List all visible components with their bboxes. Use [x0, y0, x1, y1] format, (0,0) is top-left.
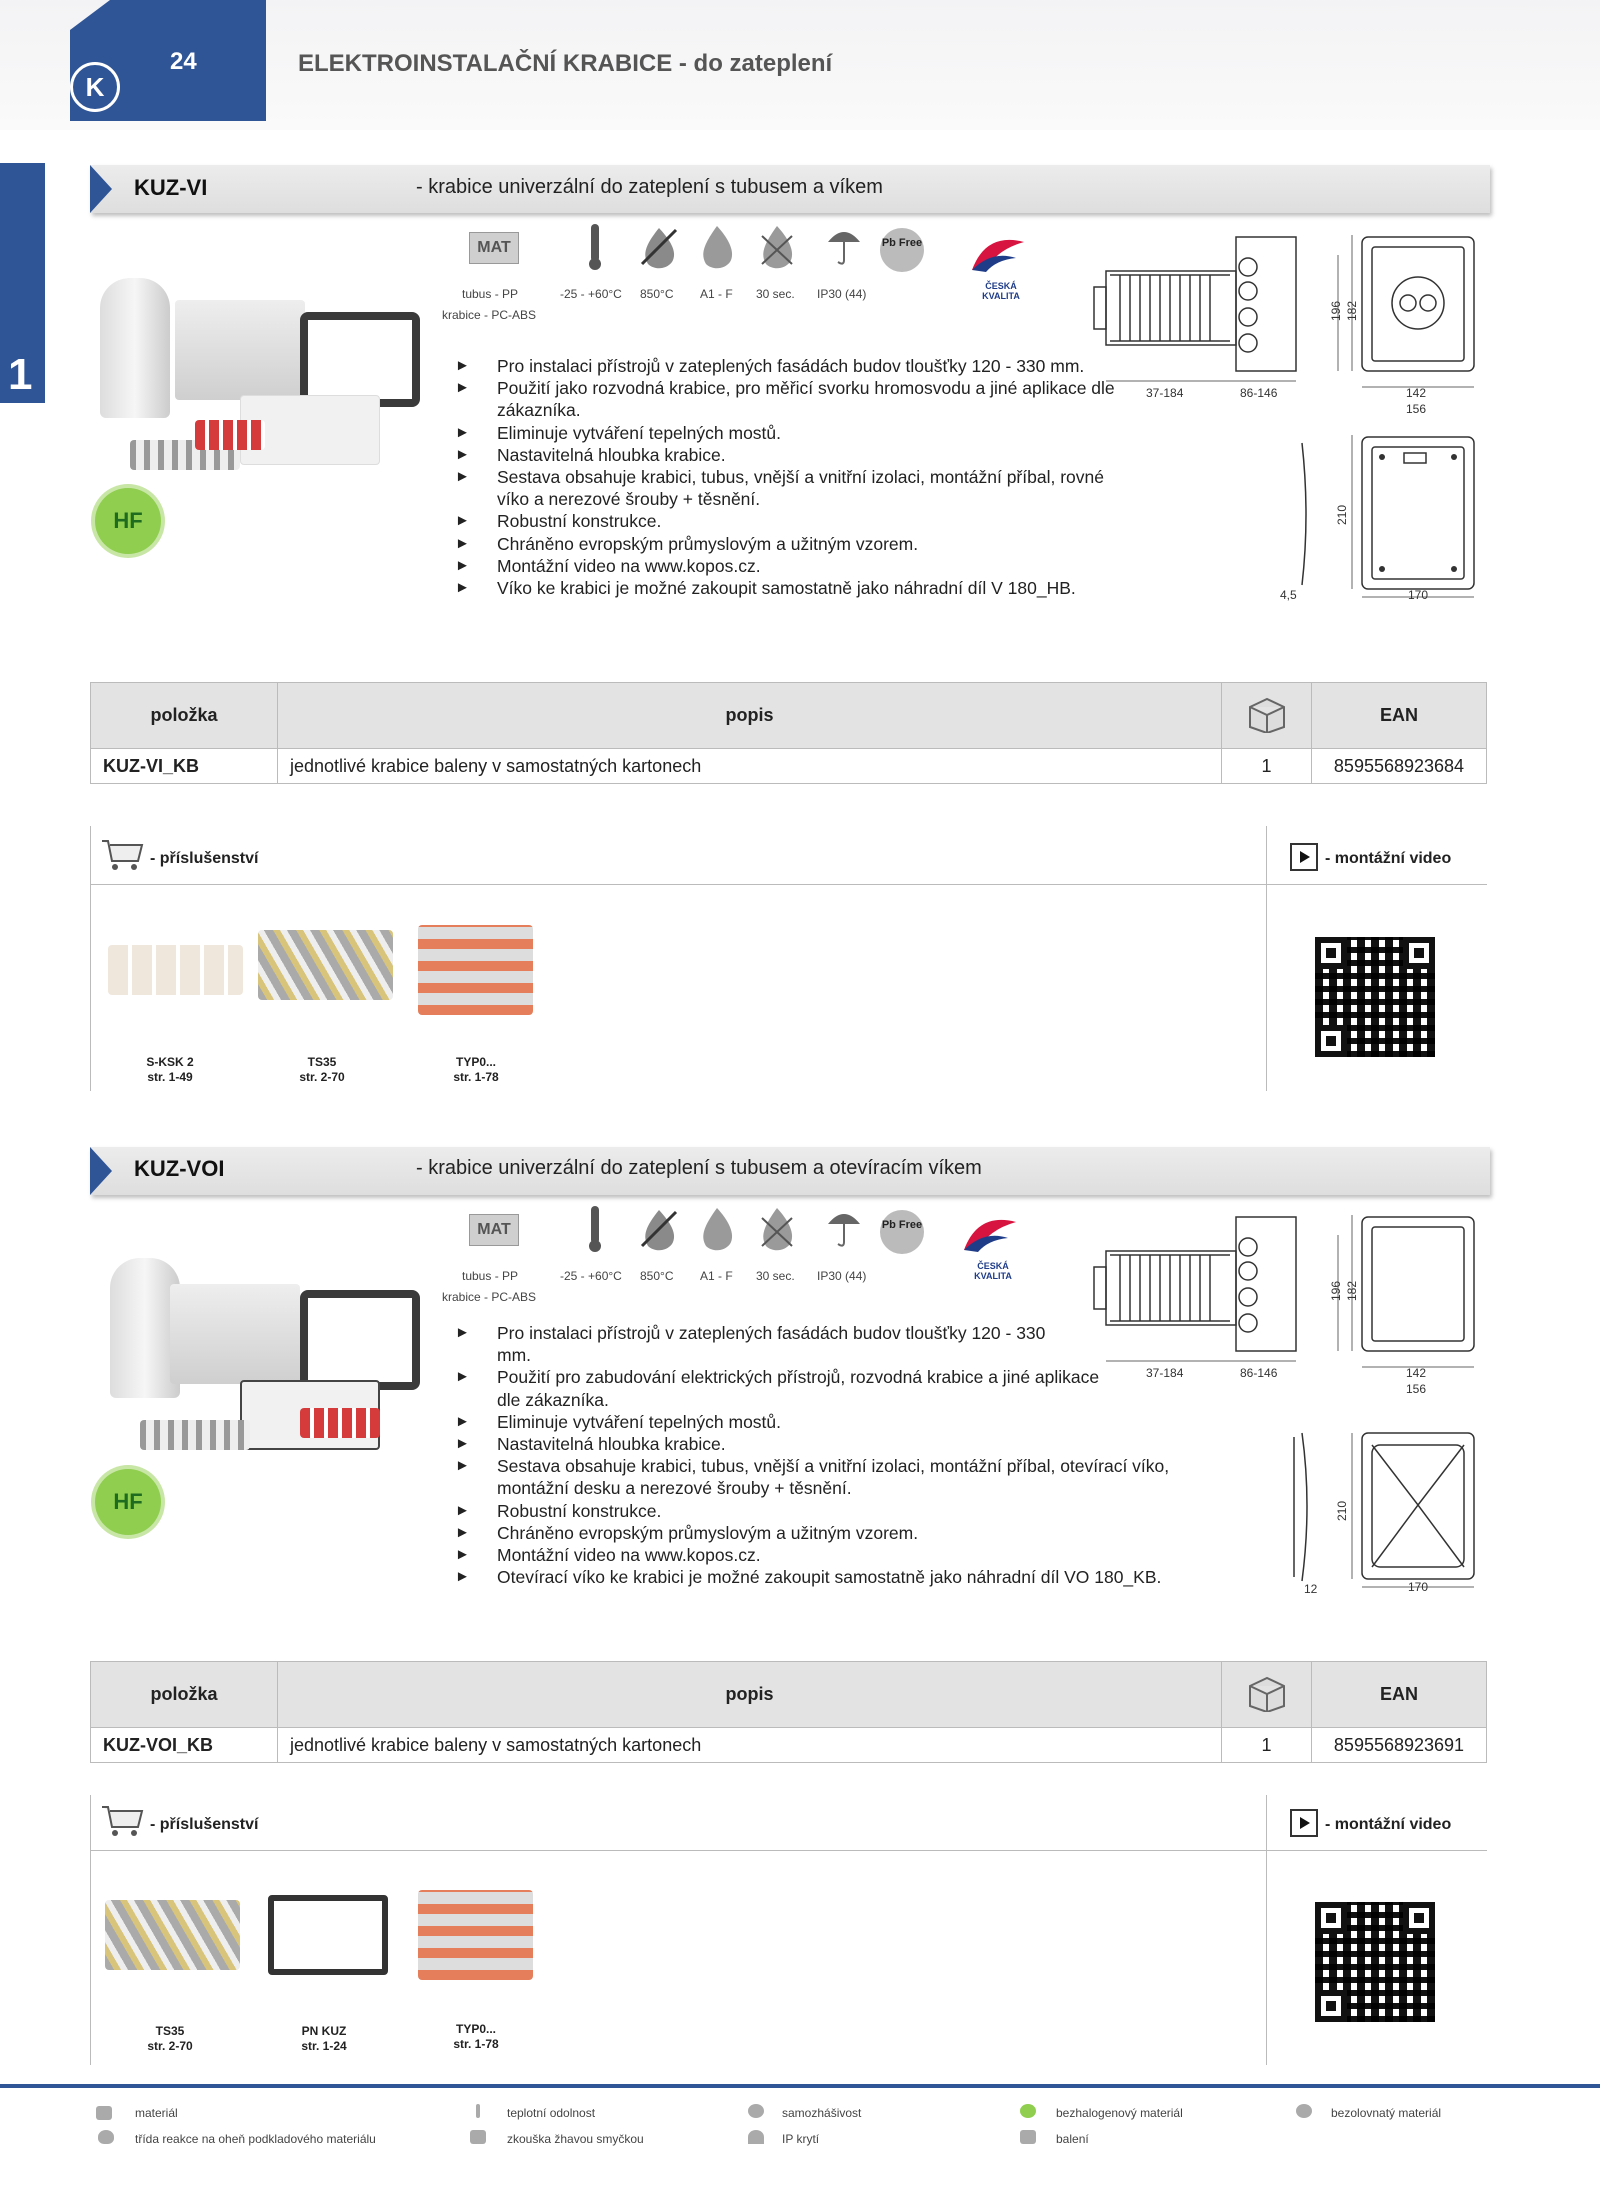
icon-label-temperature: -25 - +60°C	[560, 287, 622, 301]
feature-item: ► Montážní video na www.kopos.cz.	[455, 1544, 1235, 1566]
icon-label-box: krabice - PC-ABS	[442, 308, 537, 322]
accessory-item[interactable]: TYP0... str. 1-78	[453, 1055, 499, 1084]
icon-label-fire-class: A1 - F	[700, 287, 733, 301]
feature-item: ► Montážní video na www.kopos.cz.	[455, 555, 1115, 577]
flame-icon	[694, 1206, 740, 1252]
accessories-label: - příslušenství	[150, 850, 259, 867]
dim-label: 142	[1406, 1366, 1427, 1380]
flame-icon	[98, 2130, 114, 2144]
cell-item: KUZ-VI_KB	[91, 749, 278, 784]
col-ean: EAN	[1312, 683, 1487, 749]
chapter-number: 1	[8, 350, 33, 399]
dim-label: 37-184	[1146, 1366, 1184, 1380]
glow-wire-icon	[636, 224, 682, 270]
mat-icon: MAT	[469, 1214, 519, 1246]
box-package-icon	[1244, 693, 1290, 733]
cell-desc: jednotlivé krabice baleny v samostatných kartonech	[278, 749, 1222, 784]
accessory-image	[108, 945, 243, 995]
feature-item: ► Nastavitelná hloubka krabice.	[455, 444, 1115, 466]
cell-item: KUZ-VOI_KB	[91, 1728, 278, 1763]
cell-desc: jednotlivé krabice baleny v samostatných kartonech	[278, 1728, 1222, 1763]
icon-label-fire-class: A1 - F	[700, 1269, 733, 1283]
feature-item: ► Eliminuje vytváření tepelných mostů.	[455, 1411, 1235, 1433]
cell-qty: 1	[1222, 749, 1312, 784]
self-extinguishing-icon	[754, 224, 800, 270]
halogen-free-icon	[1020, 2104, 1036, 2118]
product-table	[90, 1661, 1487, 1763]
video-qr-code[interactable]	[1315, 1902, 1435, 2022]
pb-free-icon	[1296, 2104, 1312, 2118]
icon-label-tube: tubus - PP	[462, 287, 519, 301]
thermometer-icon	[580, 1204, 610, 1254]
accessory-item[interactable]: S-KSK 2 str. 1-49	[146, 1055, 194, 1084]
feature-item: ► Nastavitelná hloubka krabice.	[455, 1433, 1235, 1455]
pb-free-icon: Pb Free	[880, 1210, 924, 1254]
dim-label: 182	[1345, 300, 1359, 321]
icon-label-ip: IP30 (44)	[817, 1269, 867, 1283]
accessories-label: - příslušenství	[150, 1816, 259, 1833]
czech-quality-logo: ČESKÁ KVALITA	[966, 232, 1036, 296]
col-item: položka	[91, 1662, 278, 1728]
dim-label: 170	[1408, 588, 1429, 602]
dim-label: 12	[1304, 1582, 1318, 1596]
icon-label-self-ext: 30 sec.	[756, 1269, 795, 1283]
dim-label: 156	[1406, 402, 1427, 416]
accessory-image	[268, 1895, 388, 1975]
dim-label: 37-184	[1146, 386, 1184, 400]
divider	[1266, 826, 1267, 1091]
cell-ean: 8595568923691	[1312, 1728, 1487, 1763]
legend-item: zkouška žhavou smyčkou	[507, 2132, 644, 2146]
czech-quality-logo: ČESKÁ KVALITA	[958, 1212, 1028, 1276]
video-label: - montážní video	[1325, 1816, 1452, 1833]
col-package	[1222, 683, 1312, 749]
feature-list	[455, 355, 1115, 599]
feature-item: ► Chráněno evropským průmyslovým a užitným vzorem.	[455, 1522, 1235, 1544]
technical-drawing	[1090, 1205, 1490, 1610]
dim-label: 196	[1329, 300, 1343, 321]
cell-qty: 1	[1222, 1728, 1312, 1763]
feature-item: ► Eliminuje vytváření tepelných mostů.	[455, 422, 1115, 444]
product-description: - krabice univerzální do zateplení s tubusem a víkem	[416, 176, 883, 198]
cell-ean: 8595568923684	[1312, 749, 1487, 784]
play-video-icon[interactable]	[1290, 1809, 1318, 1837]
icon-label-tube: tubus - PP	[462, 1269, 519, 1283]
footer-divider	[0, 2084, 1600, 2088]
thermometer-icon	[476, 2104, 480, 2118]
dim-label: 210	[1335, 1500, 1349, 1521]
dim-label: 86-146	[1240, 1366, 1278, 1380]
col-ean: EAN	[1312, 1662, 1487, 1728]
product-code: KUZ-VI	[134, 175, 208, 200]
flame-icon	[694, 224, 740, 270]
divider	[90, 1795, 91, 2065]
accessory-item[interactable]: TS35 str. 2-70	[147, 2024, 193, 2053]
halogen-free-icon: HF	[95, 488, 161, 554]
accessory-image	[418, 925, 533, 1015]
legend-item: třída reakce na oheň podkladového materiálu	[135, 2132, 376, 2146]
legend-item: balení	[1056, 2132, 1089, 2146]
feature-item: ► Použití jako rozvodná krabice, pro měřicí svorku hromosvodu a jiné aplikace dle zákazníka.	[455, 377, 1115, 421]
feature-item: ► Robustní konstrukce.	[455, 510, 1115, 532]
legend-item: samozhášivost	[782, 2106, 862, 2120]
self-extinguishing-icon	[754, 1206, 800, 1252]
self-extinguishing-icon	[748, 2104, 764, 2118]
thermometer-icon	[580, 222, 610, 272]
table-row	[91, 749, 1487, 784]
icon-label-glow-wire: 850°C	[640, 1269, 674, 1283]
accessory-image	[105, 1900, 240, 1970]
halogen-free-icon: HF	[95, 1469, 161, 1535]
box-package-icon	[1020, 2130, 1036, 2144]
dim-label: 4,5	[1280, 588, 1297, 602]
video-qr-code[interactable]	[1315, 937, 1435, 1057]
legend-item: bezolovnatý materiál	[1331, 2106, 1442, 2120]
shopping-cart-icon	[100, 837, 144, 873]
kopos-logo: K	[70, 62, 120, 112]
accessory-item[interactable]: TS35 str. 2-70	[299, 1055, 345, 1084]
mat-icon: MAT	[469, 232, 519, 264]
col-desc: popis	[278, 1662, 1222, 1728]
legend-item: bezhalogenový materiál	[1056, 2106, 1183, 2120]
feature-item: ► Sestava obsahuje krabici, tubus, vnější a vnitřní izolaci, montážní příbal, rovné víko a nerezové šrouby + těsnění.	[455, 466, 1115, 510]
ip-umbrella-icon	[824, 1204, 864, 1250]
divider	[90, 884, 1487, 885]
dim-label: 182	[1345, 1280, 1359, 1301]
ip-umbrella-icon	[748, 2130, 764, 2144]
dim-label: 86-146	[1240, 386, 1278, 400]
icon-label-temperature: -25 - +60°C	[560, 1269, 622, 1283]
dim-label: 196	[1329, 1280, 1343, 1301]
product-code: KUZ-VOI	[134, 1156, 225, 1181]
feature-item: ► Víko ke krabici je možné zakoupit samostatně jako náhradní díl V 180_HB.	[455, 577, 1115, 599]
box-package-icon	[1244, 1672, 1290, 1712]
feature-item: ► Pro instalaci přístrojů v zateplených fasádách budov tloušťky 120 - 330 mm.	[455, 355, 1115, 377]
technical-drawing	[1090, 225, 1490, 620]
accessory-image	[258, 930, 393, 1000]
feature-item: ► Robustní konstrukce.	[455, 1500, 1235, 1522]
accessory-item[interactable]: TYP0... str. 1-78	[453, 2022, 499, 2051]
feature-item: ► Pro instalaci přístrojů v zateplených fasádách budov tloušťky 120 - 330 mm.	[455, 1322, 1075, 1366]
divider	[1266, 1795, 1267, 2065]
product-table	[90, 682, 1487, 784]
video-label: - montážní video	[1325, 850, 1452, 867]
icon-label-ip: IP30 (44)	[817, 287, 867, 301]
legend-item: materiál	[135, 2106, 178, 2120]
icon-label-box: krabice - PC-ABS	[442, 1290, 537, 1304]
page-number: 24	[170, 48, 197, 75]
pb-free-icon: Pb Free	[880, 228, 924, 272]
feature-item: ► Použití pro zabudování elektrických přístrojů, rozvodná krabice a jiné aplikace dle zákazníka.	[455, 1366, 1115, 1410]
glow-wire-icon	[470, 2130, 486, 2144]
divider	[90, 1850, 1487, 1851]
dim-label: 170	[1408, 1580, 1429, 1594]
feature-item: ► Otevírací víko ke krabici je možné zakoupit samostatně jako náhradní díl VO 180_KB.	[455, 1566, 1235, 1588]
glow-wire-icon	[636, 1206, 682, 1252]
table-row	[91, 1728, 1487, 1763]
col-desc: popis	[278, 683, 1222, 749]
dim-label: 210	[1335, 504, 1349, 525]
accessory-image	[418, 1890, 533, 1980]
legend-item: IP krytí	[782, 2132, 820, 2146]
dim-label: 142	[1406, 386, 1427, 400]
page-title: ELEKTROINSTALAČNÍ KRABICE - do zateplení	[298, 50, 833, 77]
col-package	[1222, 1662, 1312, 1728]
product-description: - krabice univerzální do zateplení s tubusem a otevíracím víkem	[416, 1157, 982, 1179]
play-video-icon[interactable]	[1290, 843, 1318, 871]
dim-label: 156	[1406, 1382, 1427, 1396]
accessory-item[interactable]: PN KUZ str. 1-24	[301, 2024, 347, 2053]
feature-item: ► Chráněno evropským průmyslovým a užitným vzorem.	[455, 533, 1115, 555]
col-item: položka	[91, 683, 278, 749]
shopping-cart-icon	[100, 1803, 144, 1839]
legend-item: teplotní odolnost	[507, 2106, 596, 2120]
divider	[90, 826, 91, 1091]
icon-label-self-ext: 30 sec.	[756, 287, 795, 301]
feature-item: ► Sestava obsahuje krabici, tubus, vnější a vnitřní izolaci, montážní příbal, otevírací víko, montážní desku a nerezové šrouby + těsnění.	[455, 1455, 1235, 1499]
mat-icon	[96, 2106, 112, 2120]
icon-label-glow-wire: 850°C	[640, 287, 674, 301]
ip-umbrella-icon	[824, 222, 864, 268]
